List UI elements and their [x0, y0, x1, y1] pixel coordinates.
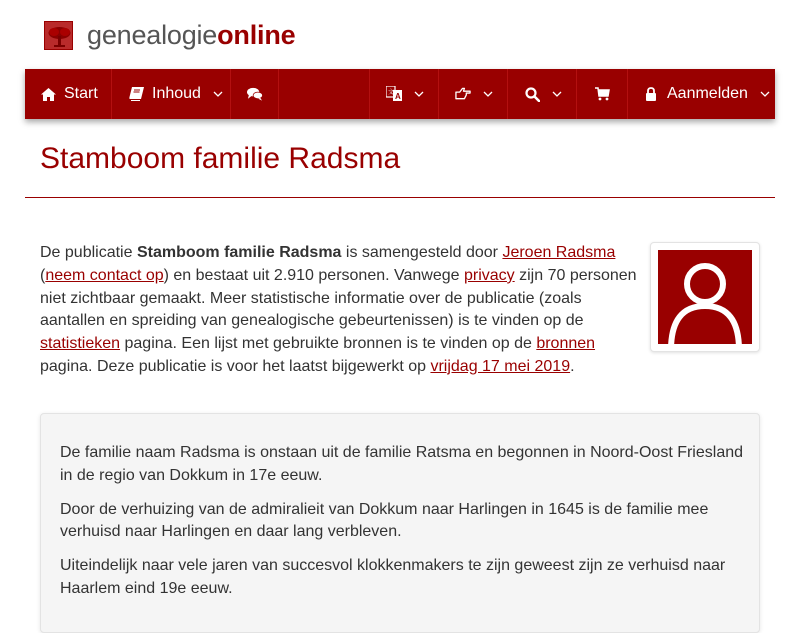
intro-text: zijn 70 personen niet zichtbaar gemaakt. Meer statistische informatie over de publicatie (zoals aantallen en spreiding van genealogische gebeurtenissen) is te vinden op de: [40, 266, 637, 330]
nav-label: Start: [64, 85, 98, 102]
statistics-link[interactable]: statistieken: [40, 335, 121, 353]
intro-text: .: [570, 357, 575, 375]
description-paragraph: De familie naam Radsma is onstaan uit de familie Ratsma en begonnen in Noord-Oost Friesland in de regio van Dokkum in 17e eeuw.: [60, 444, 744, 484]
svg-text:A: A: [395, 92, 401, 101]
title-divider: [25, 197, 775, 198]
nav-item-pointer[interactable]: [439, 69, 508, 119]
last-updated-link[interactable]: vrijdag 17 mei 2019: [430, 357, 571, 375]
main-navbar: [25, 69, 775, 119]
site-name: genealogieonline: [87, 20, 296, 50]
nav-item-forum[interactable]: [231, 69, 279, 119]
privacy-link[interactable]: privacy: [463, 266, 515, 284]
nav-item-inhoud[interactable]: [112, 69, 231, 119]
svg-text:文: 文: [388, 90, 395, 96]
nav-item-search[interactable]: [508, 69, 577, 119]
author-avatar-frame[interactable]: [650, 242, 760, 352]
navbar-spacer: [279, 69, 370, 119]
description-paragraph: Door de verhuizing van de admiralieit van Dokkum naar Harlingen in 1645 is de familie mee verhuisd naar Harlingen en daar lang verbleven.: [60, 500, 709, 541]
chevron-down-icon: [483, 89, 493, 99]
author-link[interactable]: Jeroen Radsma: [502, 244, 616, 261]
chevron-down-icon: [213, 89, 223, 99]
publication-name: Stamboom familie Radsma: [136, 244, 342, 261]
nav-item-login[interactable]: [628, 69, 775, 119]
hand-pointer-icon: [455, 86, 471, 102]
home-icon: [40, 86, 56, 102]
family-description-box: [40, 413, 760, 633]
nav-item-cart[interactable]: [577, 69, 628, 119]
intro-text: (: [40, 266, 46, 284]
intro-text: pagina. Een lijst met gebruikte bronnen is te vinden op de: [120, 335, 537, 353]
translate-icon: [386, 86, 402, 102]
nav-label: Aanmelden: [667, 85, 748, 102]
chevron-down-icon: [552, 89, 562, 99]
intro-text: is samengesteld door: [341, 244, 503, 261]
intro-text: pagina. Deze publicatie is voor het laatst bijgewerkt op: [40, 357, 431, 375]
cart-icon: [594, 86, 610, 102]
publication-intro: [40, 242, 640, 379]
intro-text: De publicatie: [40, 244, 137, 261]
user-avatar-icon: [658, 250, 752, 344]
nav-item-language[interactable]: [370, 69, 439, 119]
nav-item-start[interactable]: [25, 69, 112, 119]
search-icon: [524, 86, 540, 102]
intro-text: ) en bestaat uit 2.910 personen. Vanwege: [163, 266, 464, 284]
chevron-down-icon: [414, 89, 424, 99]
book-icon: [128, 86, 144, 102]
sources-link[interactable]: bronnen: [536, 335, 596, 353]
nav-label: Inhoud: [152, 85, 201, 102]
chevron-down-icon: [760, 89, 770, 99]
tree-logo-icon: [44, 21, 73, 50]
site-logo[interactable]: [44, 18, 295, 52]
contact-link[interactable]: neem contact op: [45, 266, 164, 284]
comments-icon: [247, 86, 263, 102]
page-title: Stamboom familie Radsma: [40, 142, 401, 175]
lock-icon: [643, 86, 659, 102]
description-paragraph: Uiteindelijk naar vele jaren van succesvol klokkenmakers te zijn geweest zijn ze verhuisd naar Haarlem eind 19e eeuw.: [60, 557, 726, 597]
